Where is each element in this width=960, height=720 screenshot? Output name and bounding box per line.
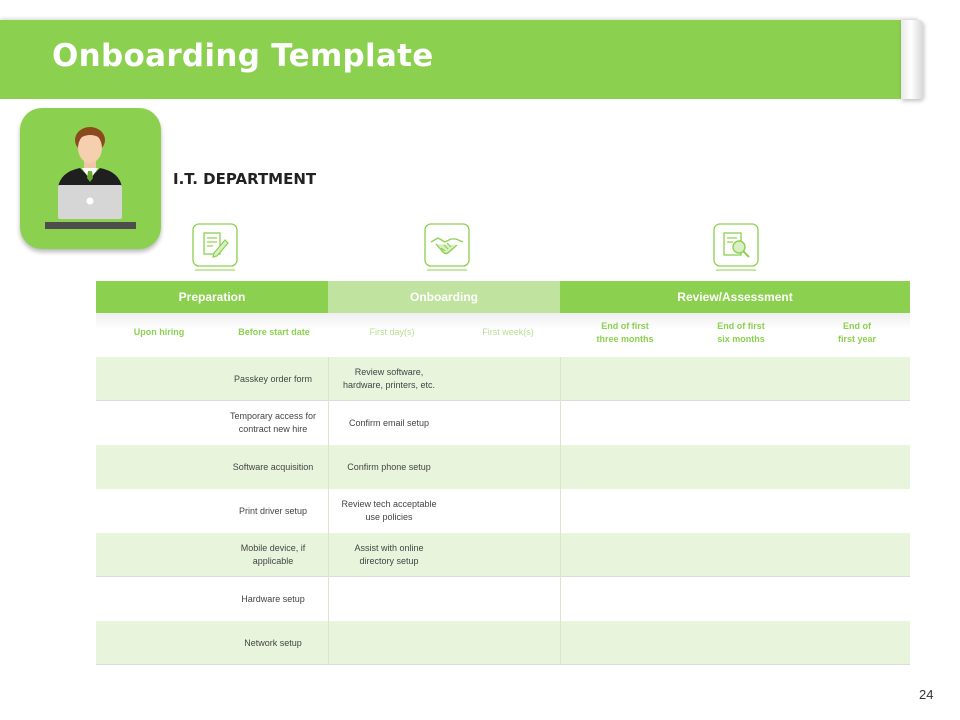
magnifier-document-icon: [712, 222, 760, 272]
cell-before-start: Passkey order form: [233, 373, 313, 384]
banner-curl: [901, 20, 923, 99]
page-title: Onboarding Template: [52, 38, 434, 74]
cell-first-days: Assist with online directory setup: [354, 543, 424, 566]
cell-before-start: Software acquisition: [232, 461, 314, 472]
cell-first-days: Review software, hardware, printers, etc.: [342, 367, 436, 390]
handshake-icon: [423, 222, 471, 272]
subheader-first-weeks: First week(s): [482, 327, 534, 337]
phase-review-assessment: Review/Assessment: [560, 281, 910, 313]
phase-preparation: Preparation: [96, 281, 328, 313]
subheader-first-days: First day(s): [369, 327, 415, 337]
cell-first-days: Confirm phone setup: [347, 461, 431, 472]
person-with-laptop-icon: [20, 108, 161, 249]
cell-before-start: Mobile device, if applicable: [240, 543, 306, 566]
subheader-upon-hiring: Upon hiring: [133, 327, 185, 337]
subheader-first-year: End of first year: [837, 321, 877, 344]
cell-before-start: Temporary access for contract new hire: [229, 411, 317, 434]
avatar: [20, 108, 161, 249]
cell-before-start: Print driver setup: [238, 505, 308, 516]
document-pen-icon: [191, 222, 239, 272]
cell-before-start: Network setup: [244, 637, 302, 648]
department-title: I.T. DEPARTMENT: [173, 170, 317, 188]
cell-first-days: Confirm email setup: [348, 417, 430, 428]
cell-first-days: Review tech acceptable use policies: [341, 499, 437, 522]
column-divider: [560, 357, 561, 665]
phase-onboarding: Onboarding: [328, 281, 560, 313]
subheader-before-start: Before start date: [238, 327, 310, 337]
subheader-six-months: End of first six months: [717, 321, 765, 344]
page-number: 24: [919, 687, 934, 702]
cell-before-start: Hardware setup: [241, 593, 305, 604]
subheader-three-months: End of first three months: [596, 321, 654, 344]
